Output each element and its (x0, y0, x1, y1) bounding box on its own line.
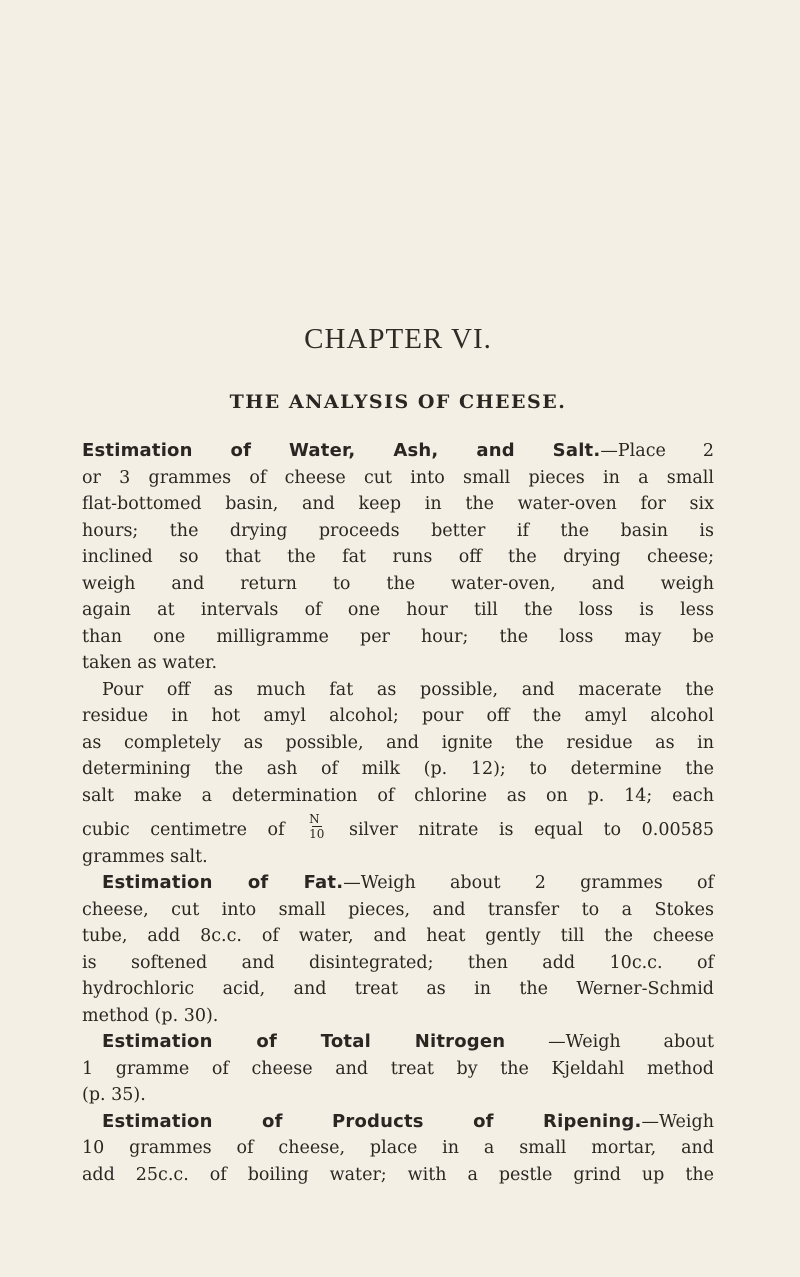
body-text (82, 438, 714, 1188)
paragraph-line: or 3 grammes of cheese cut into small pieces in a small (82, 467, 714, 488)
paragraph-line: is softened and disintegrated; then add 10c.c. of (82, 952, 714, 973)
chapter-title: THE ANALYSIS OF CHEESE. (229, 391, 567, 413)
paragraph-line: taken as water. (82, 653, 218, 673)
paragraph-line: weigh and return to the water-oven, and weigh (82, 573, 714, 594)
paragraph-line: grammes salt. (82, 846, 208, 867)
paragraph-line-fraction: cubic centimetre of $\frac{N}{10}$ silver nitrate is equal to 0.00585 (82, 812, 714, 841)
paragraph-line: salt make a determination of chlorine as on p. 14; each (82, 785, 714, 806)
chapter-heading: CHAPTER VI. (304, 323, 492, 355)
paragraph-line: determining the ash of milk (p. 12); to determine the (82, 759, 714, 779)
paragraph-line: Pour off as much fat as possible, and macerate the (102, 679, 714, 700)
paragraph-line: method (p. 30). (82, 1005, 219, 1026)
paragraph-line: 10 grammes of cheese, place in a small mortar, and (82, 1138, 714, 1158)
paragraph-line: cheese, cut into small pieces, and transfer to a Stokes (82, 899, 714, 920)
paragraph-line: Estimation of Products of Ripening.—Weigh (102, 1110, 714, 1132)
section-heading-ripening: Estimation of Products of Ripening. (102, 1110, 642, 1132)
paragraph-line: than one milligramme per hour; the loss may be (82, 626, 714, 647)
paragraph-line: (p. 35). (82, 1085, 146, 1105)
paragraph-line: flat-bottomed basin, and keep in the water-oven for six (82, 494, 714, 514)
paragraph-line: again at intervals of one hour till the loss is less (82, 600, 714, 620)
paragraph-line: as completely as possible, and ignite the residue as in (82, 732, 714, 753)
paragraph-line: tube, add 8c.c. of water, and heat gently till the cheese (82, 926, 714, 946)
paragraph-line: Estimation of Fat.—Weigh about 2 grammes of (102, 872, 714, 893)
paragraph-line: Estimation of Total Nitrogen —Weigh about (102, 1031, 714, 1052)
section-heading-fat: Estimation of Fat. (102, 872, 344, 893)
paragraph-line: hydrochloric acid, and treat as in the Werner-Schmid (82, 979, 714, 999)
section-heading-water: Estimation of Water, Ash, and Salt. (82, 440, 601, 461)
paragraph-line: add 25c.c. of boiling water; with a pestle grind up the (82, 1164, 714, 1185)
paragraph-line: 1 gramme of cheese and treat by the Kjeldahl method (82, 1058, 714, 1079)
paragraph-line: hours; the drying proceeds better if the basin is (82, 520, 714, 541)
section-heading-nitrogen: Estimation of Total Nitrogen (102, 1031, 506, 1052)
paragraph-line: Estimation of Water, Ash, and Salt.—Place 2 (82, 440, 714, 461)
paragraph-line: inclined so that the fat runs off the drying cheese; (82, 547, 714, 567)
fraction-n-over-10: $\frac{N}{10}$ (309, 812, 325, 841)
paragraph-line: residue in hot amyl alcohol; pour off the amyl alcohol (82, 706, 714, 726)
